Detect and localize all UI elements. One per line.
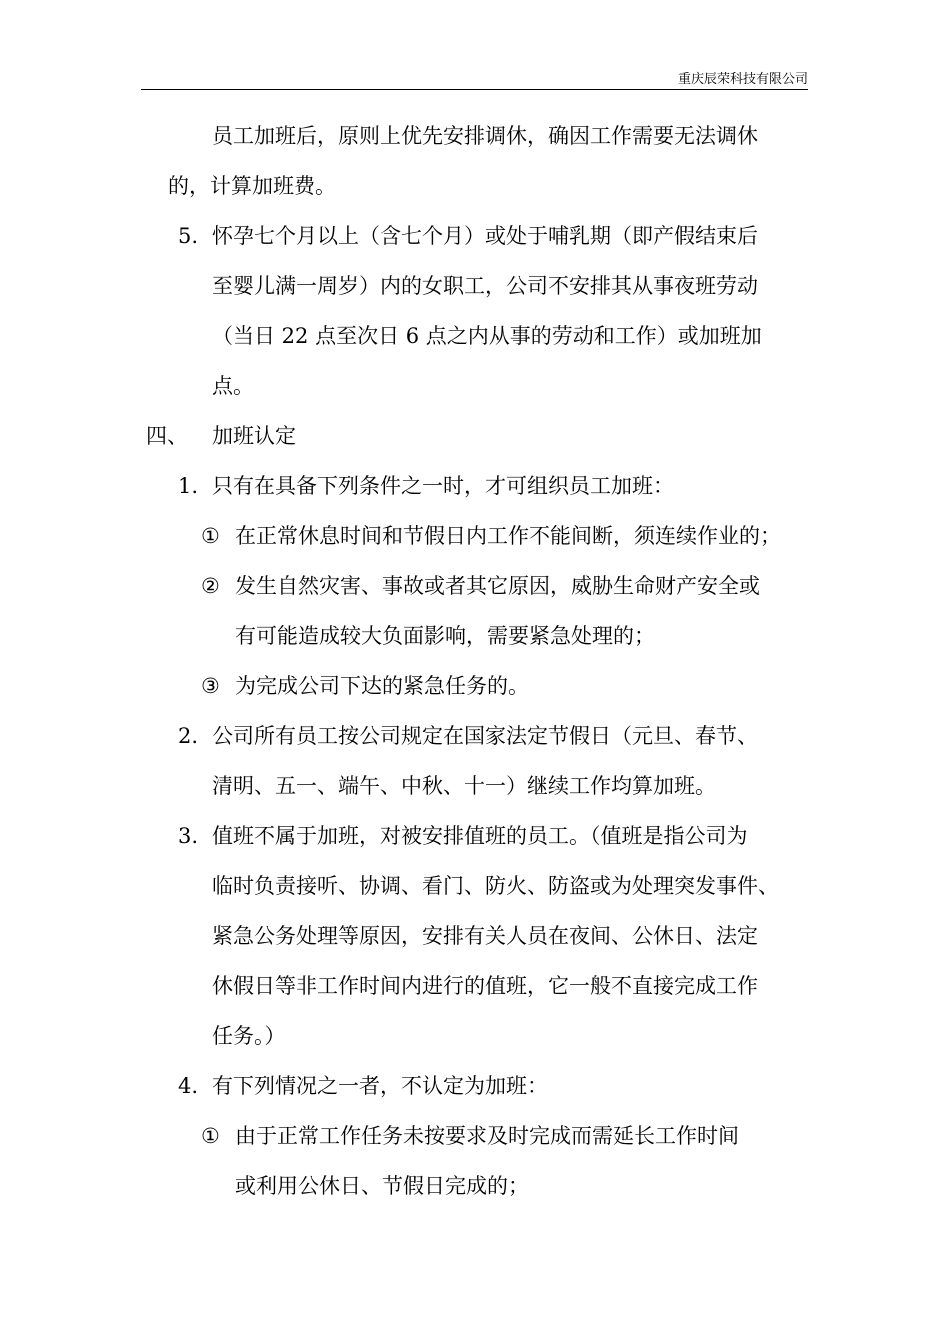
- sub-list-item-line: 发生自然灾害、事故或者其它原因，威胁生命财产安全或: [235, 574, 760, 598]
- list-marker: 2.: [178, 724, 199, 748]
- section-title: 加班认定: [212, 424, 296, 448]
- list-item-line: 任务。）: [212, 1024, 286, 1048]
- sub-list-item-line: 有可能造成较大负面影响，需要紧急处理的；: [235, 624, 655, 648]
- header-rule: [141, 89, 808, 90]
- section-marker: 四、: [146, 424, 188, 448]
- sub-list-item-line: 在正常休息时间和节假日内工作不能间断，须连续作业的；: [235, 524, 781, 548]
- sub-list-marker: ②: [201, 574, 220, 598]
- list-marker: 1.: [178, 474, 199, 498]
- sub-list-marker: ①: [201, 1124, 220, 1148]
- list-item-line: 休假日等非工作时间内进行的值班，它一般不直接完成工作: [212, 974, 758, 998]
- sub-list-marker: ③: [201, 674, 220, 698]
- list-item-line: 有下列情况之一者，不认定为加班：: [212, 1074, 548, 1098]
- header-company-name: 重庆辰荣科技有限公司: [677, 72, 808, 87]
- list-marker: 4.: [178, 1074, 199, 1098]
- list-item-line: 怀孕七个月以上（含七个月）或处于哺乳期（即产假结束后: [212, 224, 758, 248]
- list-item-line: 只有在具备下列条件之一时，才可组织员工加班：: [212, 474, 674, 498]
- sub-list-item-line: 为完成公司下达的紧急任务的。: [235, 674, 529, 698]
- list-item-line: 值班不属于加班，对被安排值班的员工。（值班是指公司为: [212, 824, 748, 848]
- list-item-line: 清明、五一、端午、中秋、十一）继续工作均算加班。: [212, 774, 716, 798]
- list-item-line: 临时负责接听、协调、看门、防火、防盗或为处理突发事件、: [212, 874, 779, 898]
- list-item-line: 紧急公务处理等原因，安排有关人员在夜间、公休日、法定: [212, 924, 758, 948]
- sub-list-item-line: 由于正常工作任务未按要求及时完成而需延长工作时间: [235, 1124, 739, 1148]
- list-item-line: （当日 22 点至次日 6 点之内从事的劳动和工作）或加班加: [212, 324, 762, 348]
- paragraph-line: 的，计算加班费。: [168, 174, 336, 198]
- list-marker: 5.: [178, 224, 199, 248]
- paragraph-line: 员工加班后，原则上优先安排调休，确因工作需要无法调休: [212, 124, 758, 148]
- list-item-line: 至婴儿满一周岁）内的女职工，公司不安排其从事夜班劳动: [212, 274, 758, 298]
- list-marker: 3.: [178, 824, 199, 848]
- list-item-line: 公司所有员工按公司规定在国家法定节假日（元旦、春节、: [212, 724, 758, 748]
- list-item-line: 点。: [212, 374, 254, 398]
- sub-list-item-line: 或利用公休日、节假日完成的；: [235, 1174, 529, 1198]
- sub-list-marker: ①: [201, 524, 220, 548]
